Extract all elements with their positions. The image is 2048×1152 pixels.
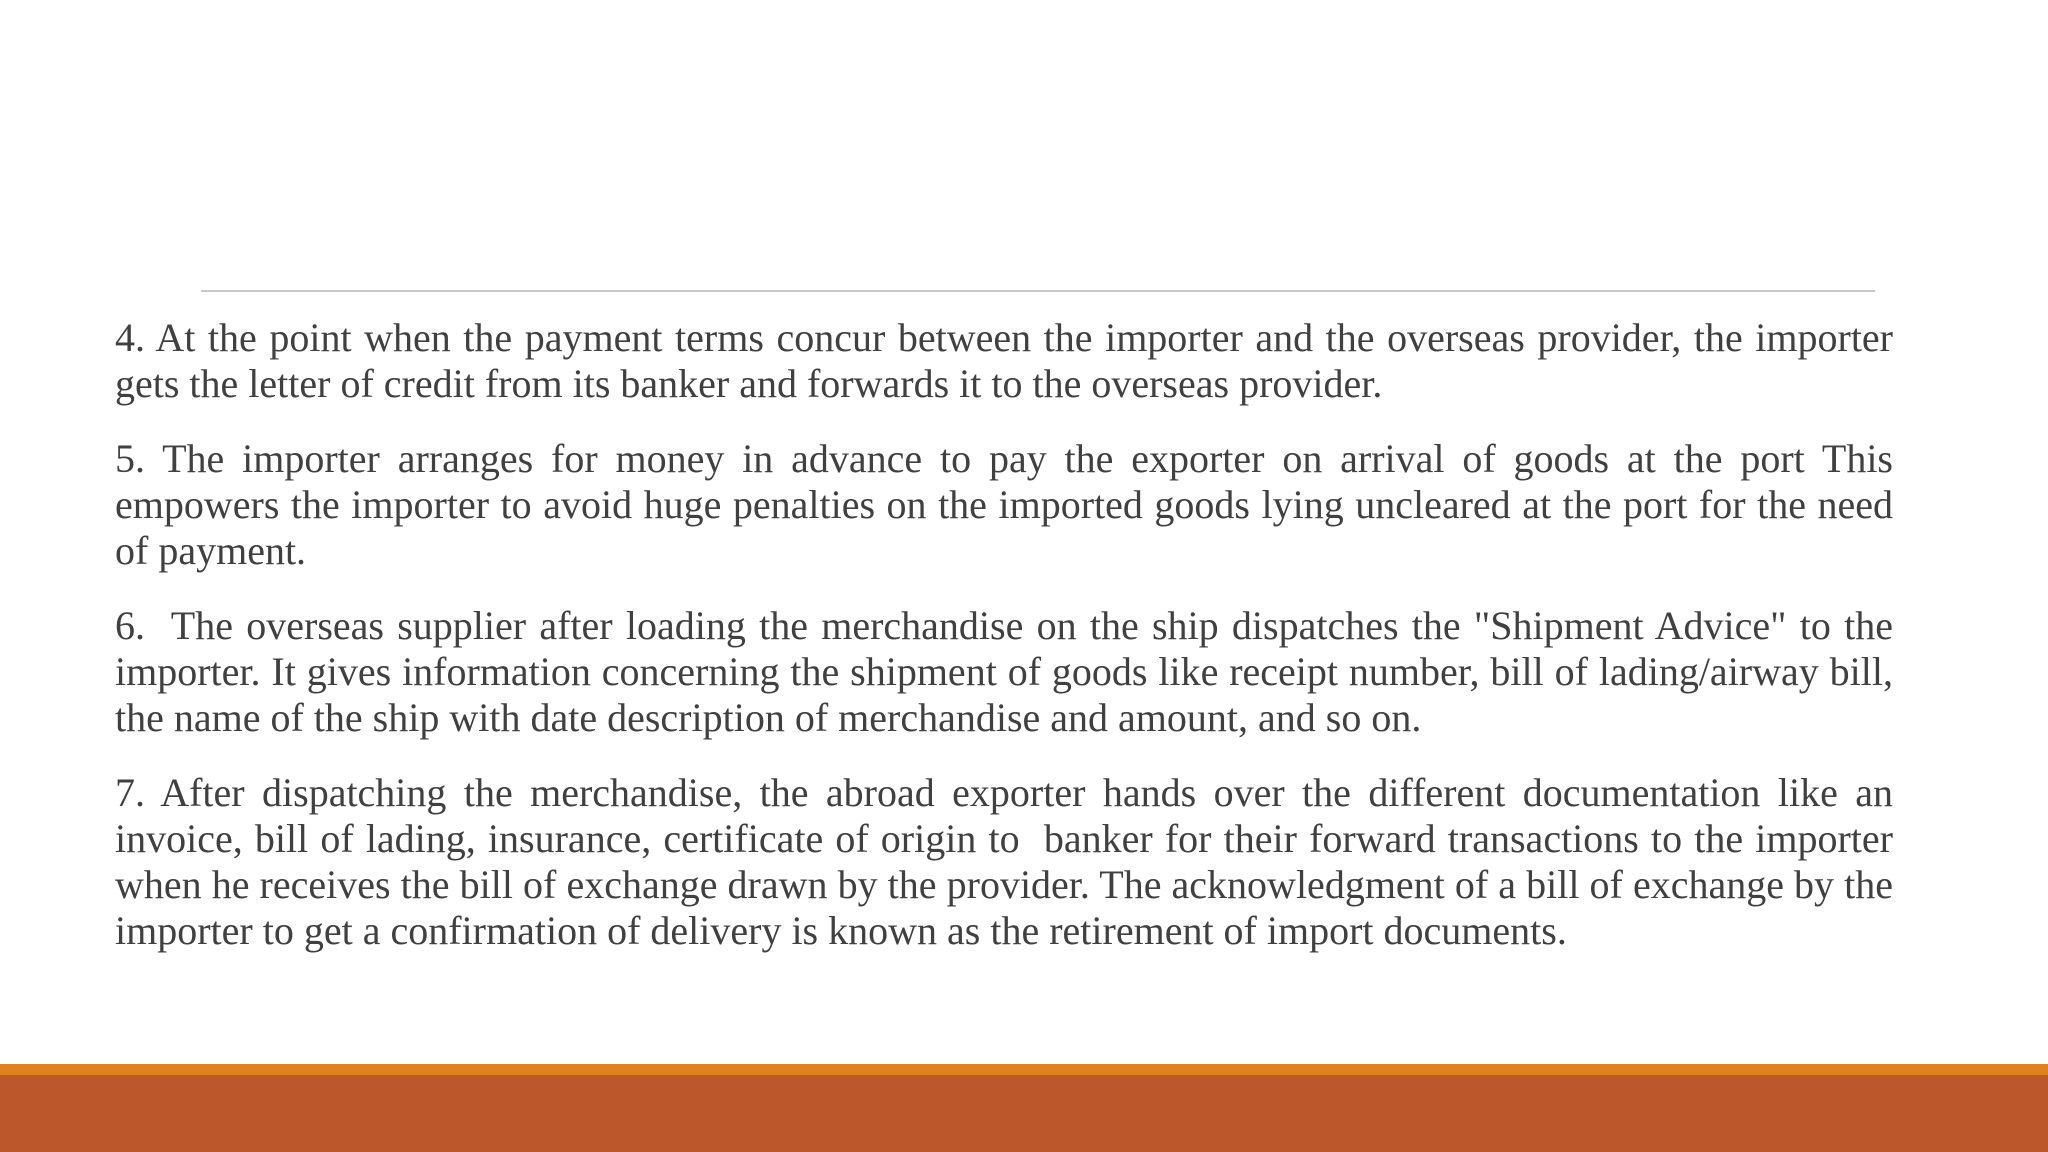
paragraph-4: 4. At the point when the payment terms concur between the importer and the overseas provider, the importer gets the letter of credit from its banker and forwards it to the overseas provider. [115,315,1903,406]
paragraph-5: 5. The importer arranges for money in advance to pay the exporter on arrival of goods at the port This empowers the importer to avoid huge penalties on the imported goods lying uncleared at the port for the need of payment. [115,436,1903,573]
footer-bar [0,1075,2048,1152]
paragraph-6: 6. The overseas supplier after loading the merchandise on the ship dispatches the "Shipment Advice" to the importer. It gives information concerning the shipment of goods like receipt number, bill of lading/airway bill, the name of the ship with date description of merchandise and amount, and so on. [115,603,1903,740]
slide-body [115,315,1903,983]
title-divider [201,290,1875,292]
paragraph-7: 7. After dispatching the merchandise, the abroad exporter hands over the different documentation like an invoice, bill of lading, insurance, certificate of origin to banker for their forward transactions to the importer when he receives the bill of exchange drawn by the provider. The acknowledgment of a bill of exchange by the importer to get a confirmation of delivery is known as the retirement of import documents. [115,770,1903,953]
footer-accent-stripe [0,1064,2048,1075]
